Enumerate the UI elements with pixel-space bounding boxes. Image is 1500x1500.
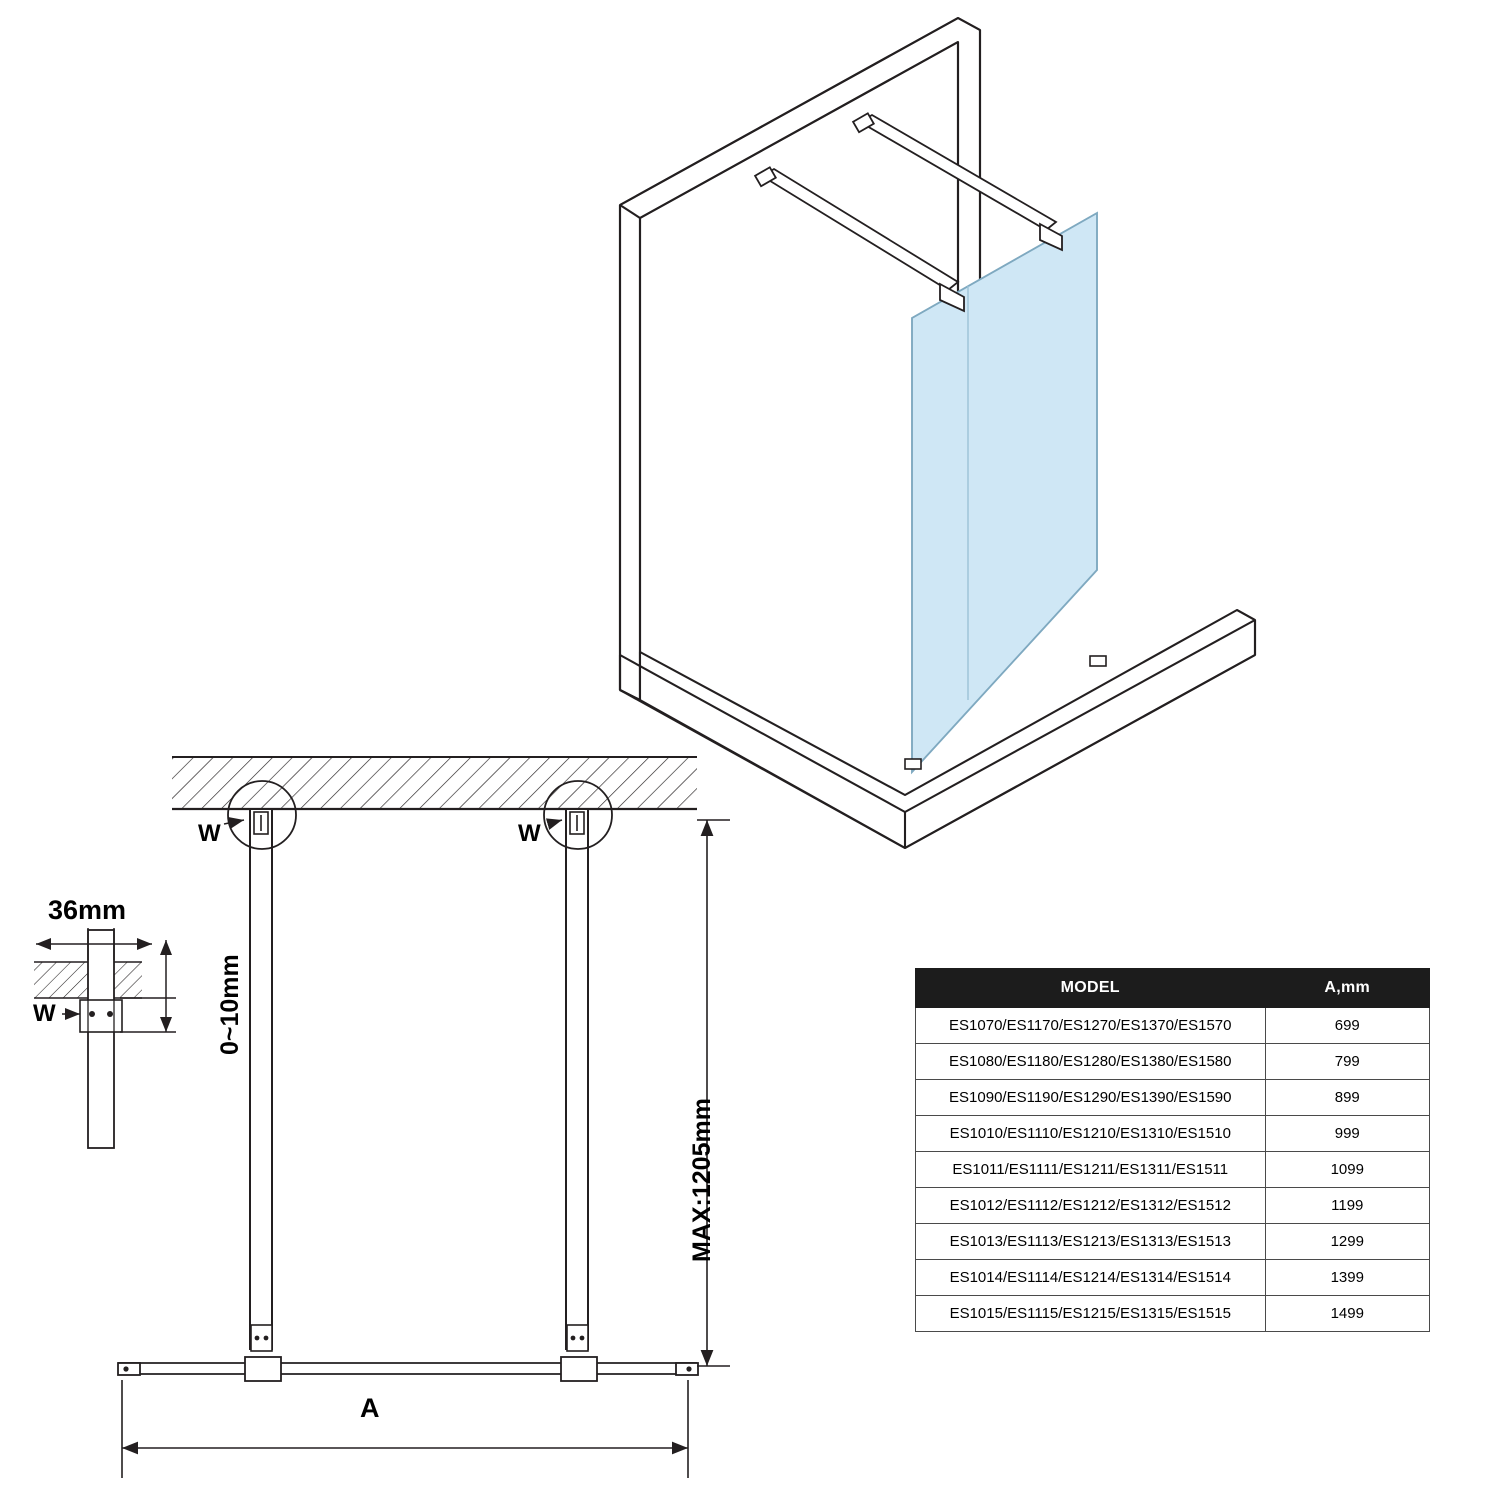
cell-model: ES1010/ES1110/ES1210/ES1310/ES1510	[916, 1116, 1266, 1152]
table-row	[916, 1224, 1430, 1260]
bar-bottom-connector-right	[567, 1325, 588, 1351]
cell-a: 1499	[1265, 1296, 1429, 1332]
bracket-label-w-top-right: W	[518, 820, 541, 847]
bar-bottom-connector-left	[251, 1325, 272, 1351]
cell-a: 1399	[1265, 1260, 1429, 1296]
cell-model: ES1014/ES1114/ES1214/ES1314/ES1514	[916, 1260, 1266, 1296]
detail-view-bracket	[34, 928, 176, 1148]
w-leaders	[224, 820, 562, 824]
cell-a: 799	[1265, 1044, 1429, 1080]
ceiling-fixing-right	[570, 812, 584, 834]
model-spec-table	[915, 968, 1430, 1332]
cell-model: ES1080/ES1180/ES1280/ES1380/ES1580	[916, 1044, 1266, 1080]
table-header-a: A,mm	[1265, 969, 1429, 1008]
table-row	[916, 1188, 1430, 1224]
cell-model: ES1070/ES1170/ES1270/ES1370/ES1570	[916, 1008, 1266, 1044]
dimension-label-a: A	[360, 1393, 380, 1423]
table-row	[916, 1152, 1430, 1188]
support-bar-lower	[755, 167, 964, 311]
table-row	[916, 1260, 1430, 1296]
bracket-label-w-detail: W	[33, 1000, 56, 1027]
table-row	[916, 1296, 1430, 1332]
a-dimension	[122, 1380, 688, 1478]
table-row	[916, 1116, 1430, 1152]
glass-edge-front	[118, 1357, 698, 1381]
cell-model: ES1090/ES1190/ES1290/ES1390/ES1590	[916, 1080, 1266, 1116]
ceiling-fixing-left	[254, 812, 268, 834]
bracket-label-w-top-left: W	[198, 820, 221, 847]
cell-a: 699	[1265, 1008, 1429, 1044]
table-header-model: MODEL	[916, 969, 1266, 1008]
table-header-row	[916, 969, 1430, 1008]
table-row	[916, 1044, 1430, 1080]
cell-a: 1199	[1265, 1188, 1429, 1224]
dimension-label-max-height: MAX:1205mm	[688, 1098, 716, 1262]
cell-a: 899	[1265, 1080, 1429, 1116]
cell-a: 1099	[1265, 1152, 1429, 1188]
cell-model: ES1012/ES1112/ES1212/ES1312/ES1512	[916, 1188, 1266, 1224]
table-row	[916, 1008, 1430, 1044]
cell-a: 999	[1265, 1116, 1429, 1152]
cell-model: ES1015/ES1115/ES1215/ES1315/ES1515	[916, 1296, 1266, 1332]
dimension-label-36mm: 36mm	[48, 895, 127, 925]
max-height-dimension	[697, 820, 730, 1366]
cell-model: ES1013/ES1113/ES1213/ES1313/ES1513	[916, 1224, 1266, 1260]
cell-a: 1299	[1265, 1224, 1429, 1260]
dimension-label-gap: 0~10mm	[216, 954, 244, 1055]
cell-model: ES1011/ES1111/ES1211/ES1311/ES1511	[916, 1152, 1266, 1188]
vertical-support-bars	[250, 809, 588, 1349]
table-row	[916, 1080, 1430, 1116]
